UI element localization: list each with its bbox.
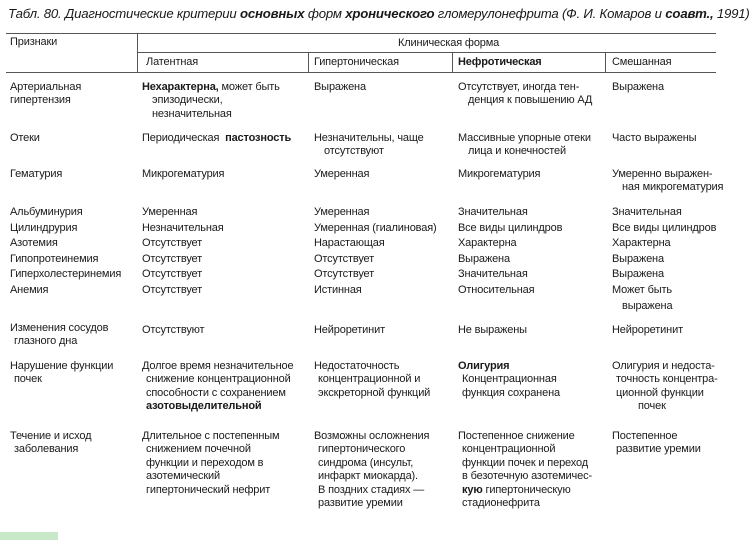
row-group-nephro: Значительная Все виды цилиндров Характерна Выражена Значительная Относительная xyxy=(458,206,563,296)
row-edema-latent: Периодическая пастозность xyxy=(142,132,292,144)
row-ah-sign: Артериальная гипертензия xyxy=(10,81,82,107)
row-hematuria-mixed: Умеренно выражен- ная микрогематурия xyxy=(612,168,724,194)
header-divider-4 xyxy=(605,53,606,72)
header-signs: Признаки xyxy=(10,36,58,48)
top-rule xyxy=(6,33,716,34)
row-hematuria-latent: Микрогематурия xyxy=(142,168,225,180)
row-hematuria-hyper: Умеренная xyxy=(314,168,370,180)
sign-anemia: Анемия xyxy=(10,283,49,296)
sign-hypercholesterolemia: Гиперхолестеринемия xyxy=(10,268,122,281)
row-group-signs xyxy=(10,205,121,299)
row-hematuria-nephro: Микрогематурия xyxy=(458,168,541,180)
row-kidney-mixed: Олигурия и недоста- точность концентра- ционной функции почек xyxy=(612,360,718,413)
row-edema-hyper: Незначительны, чаще отсутствуют xyxy=(314,132,424,158)
sign-albuminuria: Альбуминурия xyxy=(10,206,83,218)
row-vessels-mixed: Нейроретинит xyxy=(612,324,683,336)
row-kidney-latent: Долгое время незначительное снижение концентрационной способности с сохранением азотовыделительной xyxy=(142,360,294,413)
row-course-mixed: Постепенное развитие уремии xyxy=(612,430,701,456)
row-ah-hyper: Выражена xyxy=(314,81,366,93)
table-caption: Табл. 80. Диагностические критерии основных форм хронического гломерулонефрита (Ф. И. Комаров и соавт., 1991) xyxy=(8,6,750,21)
row-edema-nephro: Массивные упорные отеки лица и конечностей xyxy=(458,132,591,158)
row-ah-latent: Нехарактерна, может быть эпизодически, незначительная xyxy=(142,81,280,120)
row-vessels-hyper: Нейроретинит xyxy=(314,324,385,336)
row-vessels-nephro: Не выражены xyxy=(458,324,527,336)
row-group-mixed: Значительная Все виды цилиндров Характерна Выражена Выражена Может быть выражена xyxy=(612,206,717,312)
header-divider-3 xyxy=(452,53,453,72)
sign-cylindruria: Цилиндрурия xyxy=(10,221,78,234)
row-edema-sign: Отеки xyxy=(10,132,40,144)
row-kidney-sign: Нарушение функции почек xyxy=(10,360,114,386)
row-hematuria-sign: Гематурия xyxy=(10,168,63,180)
sign-hypoproteinemia: Гипопротеинемия xyxy=(10,252,99,265)
header-divider-2 xyxy=(308,53,309,72)
row-course-nephro: Постепенное снижение концентрационной функции почек и переход в безотечную азотемичес- кую гипертоническую стадионефрита xyxy=(458,430,592,510)
row-course-sign: Течение и исход заболевания xyxy=(10,430,92,456)
row-ah-mixed: Выражена xyxy=(612,81,664,93)
row-group-hyper: Умеренная Умеренная (гиалиновая) Нарастающая Отсутствует Отсутствует Истинная xyxy=(314,206,437,296)
subheader-rule xyxy=(138,52,716,53)
header-divider-1 xyxy=(137,34,138,72)
slide-corner-accent xyxy=(0,532,58,540)
row-vessels-sign: Изменения сосудов глазного дна xyxy=(10,322,109,348)
header-mixed: Смешанная xyxy=(612,56,672,68)
header-hypertonic: Гипертоническая xyxy=(314,56,399,68)
row-edema-mixed: Часто выражены xyxy=(612,132,697,144)
sign-azotemia: Азотемия xyxy=(10,237,58,250)
header-latent: Латентная xyxy=(146,56,199,68)
row-course-hyper: Возможны осложнения гипертонического синдрома (инсульт, инфаркт миокарда). В поздних стадиях — развитие уремии xyxy=(314,430,430,510)
header-bottom-rule xyxy=(6,72,716,73)
row-ah-nephro: Отсутствует, иногда тен- денция к повышению АД xyxy=(458,81,593,107)
header-clinical-form: Клиническая форма xyxy=(398,37,500,49)
row-kidney-hyper: Недостаточность концентрационной и экскреторной функций xyxy=(314,360,431,399)
row-kidney-nephro: Олигурия Концентрационная функция сохранена xyxy=(458,360,560,399)
row-course-latent: Длительное с постепенным снижением почечной функции и переходом в азотемический гипертонический нефрит xyxy=(142,430,280,496)
row-vessels-latent: Отсутствуют xyxy=(142,324,205,336)
row-group-latent: Умеренная Незначительная Отсутствует Отсутствует Отсутствует Отсутствует xyxy=(142,206,224,296)
header-nephrotic: Нефротическая xyxy=(458,56,542,68)
